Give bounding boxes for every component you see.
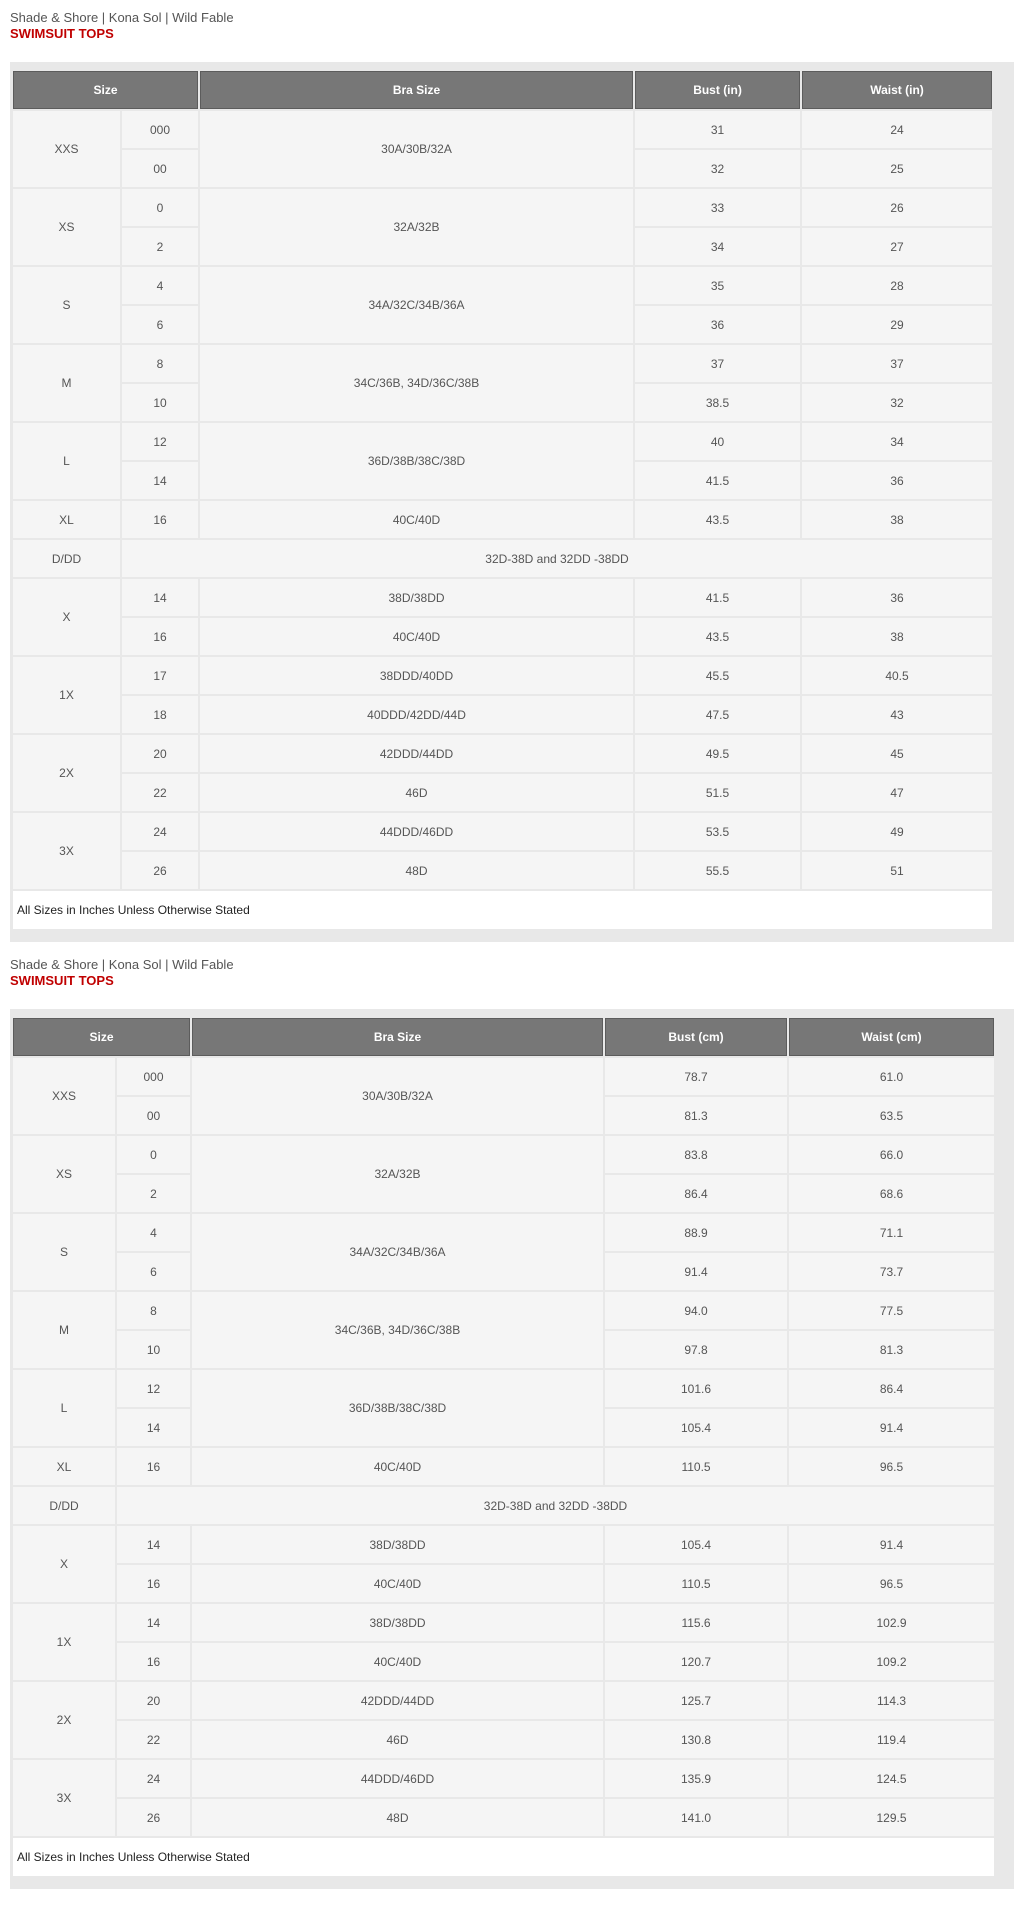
- bust-cell: 101.6: [605, 1370, 787, 1407]
- waist-cell: 28: [802, 267, 992, 304]
- numeric-size-cell: 14: [122, 462, 198, 499]
- bra-size-cell: 42DDD/44DD: [192, 1682, 603, 1719]
- bra-size-cell: 40DDD/42DD/44D: [200, 696, 633, 733]
- size-label-cell: X: [13, 579, 120, 655]
- size-label-cell: XS: [13, 1136, 115, 1212]
- waist-cell: 129.5: [789, 1799, 994, 1836]
- bra-size-cell: 40C/40D: [200, 501, 633, 538]
- numeric-size-cell: 4: [122, 267, 198, 304]
- waist-cell: 114.3: [789, 1682, 994, 1719]
- column-header-bust: Bust (in): [635, 71, 800, 109]
- bust-cell: 141.0: [605, 1799, 787, 1836]
- numeric-size-cell: 20: [122, 735, 198, 772]
- size-label-cell: 2X: [13, 735, 120, 811]
- bra-size-cell: 30A/30B/32A: [200, 111, 633, 187]
- waist-cell: 73.7: [789, 1253, 994, 1290]
- full-width-note-cell: 32D-38D and 32DD -38DD: [117, 1487, 994, 1524]
- table-row: [13, 1214, 994, 1251]
- bust-cell: 49.5: [635, 735, 800, 772]
- bust-cell: 135.9: [605, 1760, 787, 1797]
- waist-cell: 91.4: [789, 1409, 994, 1446]
- waist-cell: 24: [802, 111, 992, 148]
- numeric-size-cell: 14: [122, 579, 198, 616]
- bra-size-cell: 42DDD/44DD: [200, 735, 633, 772]
- table-row: [13, 1526, 994, 1563]
- bust-cell: 88.9: [605, 1214, 787, 1251]
- numeric-size-cell: 16: [117, 1565, 190, 1602]
- numeric-size-cell: 16: [117, 1448, 190, 1485]
- waist-cell: 81.3: [789, 1331, 994, 1368]
- bra-size-cell: 38DDD/40DD: [200, 657, 633, 694]
- size-label-cell: X: [13, 1526, 115, 1602]
- table-row: [13, 1370, 994, 1407]
- waist-cell: 119.4: [789, 1721, 994, 1758]
- bra-size-cell: 44DDD/46DD: [192, 1760, 603, 1797]
- bust-cell: 40: [635, 423, 800, 460]
- bust-cell: 41.5: [635, 462, 800, 499]
- numeric-size-cell: 18: [122, 696, 198, 733]
- waist-cell: 77.5: [789, 1292, 994, 1329]
- bust-cell: 110.5: [605, 1565, 787, 1602]
- numeric-size-cell: 12: [122, 423, 198, 460]
- numeric-size-cell: 16: [117, 1643, 190, 1680]
- bust-cell: 45.5: [635, 657, 800, 694]
- bust-cell: 36: [635, 306, 800, 343]
- waist-cell: 38: [802, 501, 992, 538]
- waist-cell: 68.6: [789, 1175, 994, 1212]
- bra-size-cell: 46D: [200, 774, 633, 811]
- size-table: [11, 69, 994, 931]
- bust-cell: 31: [635, 111, 800, 148]
- bust-cell: 51.5: [635, 774, 800, 811]
- table-row: [13, 1604, 994, 1641]
- bra-size-cell: 40C/40D: [192, 1565, 603, 1602]
- waist-cell: 96.5: [789, 1565, 994, 1602]
- units-note: All Sizes in Inches Unless Otherwise Stated: [13, 1838, 994, 1876]
- size-label-cell: 3X: [13, 813, 120, 889]
- bra-size-cell: 38D/38DD: [200, 579, 633, 616]
- waist-cell: 66.0: [789, 1136, 994, 1173]
- size-label-cell: XL: [13, 1448, 115, 1485]
- units-note: All Sizes in Inches Unless Otherwise Stated: [13, 891, 992, 929]
- waist-cell: 40.5: [802, 657, 992, 694]
- numeric-size-cell: 12: [117, 1370, 190, 1407]
- table-row: [13, 1292, 994, 1329]
- size-label-cell: S: [13, 1214, 115, 1290]
- numeric-size-cell: 16: [122, 501, 198, 538]
- bra-size-cell: 36D/38B/38C/38D: [192, 1370, 603, 1446]
- table-row: [13, 1799, 994, 1836]
- numeric-size-cell: 8: [117, 1292, 190, 1329]
- bust-cell: 83.8: [605, 1136, 787, 1173]
- numeric-size-cell: 00: [117, 1097, 190, 1134]
- waist-cell: 71.1: [789, 1214, 994, 1251]
- table-row: [13, 696, 992, 733]
- bust-cell: 38.5: [635, 384, 800, 421]
- bust-cell: 120.7: [605, 1643, 787, 1680]
- table-row: [13, 1058, 994, 1095]
- table-row: [13, 501, 992, 538]
- column-header-bra-size: Bra Size: [200, 71, 633, 109]
- waist-cell: 38: [802, 618, 992, 655]
- size-label-cell: XL: [13, 501, 120, 538]
- table-row: [13, 540, 992, 577]
- table-row: [13, 1565, 994, 1602]
- chart-heading: SWIMSUIT TOPS: [10, 973, 114, 988]
- numeric-size-cell: 0: [122, 189, 198, 226]
- column-header-waist: Waist (in): [802, 71, 992, 109]
- bust-cell: 115.6: [605, 1604, 787, 1641]
- waist-cell: 34: [802, 423, 992, 460]
- bust-cell: 37: [635, 345, 800, 382]
- bust-cell: 86.4: [605, 1175, 787, 1212]
- bust-cell: 97.8: [605, 1331, 787, 1368]
- waist-cell: 96.5: [789, 1448, 994, 1485]
- numeric-size-cell: 22: [122, 774, 198, 811]
- size-label-cell: D/DD: [13, 540, 120, 577]
- table-row: [13, 1721, 994, 1758]
- waist-cell: 25: [802, 150, 992, 187]
- column-header-size: Size: [13, 1018, 190, 1056]
- bust-cell: 94.0: [605, 1292, 787, 1329]
- numeric-size-cell: 22: [117, 1721, 190, 1758]
- brand-line: Shade & Shore | Kona Sol | Wild Fable: [10, 10, 234, 25]
- numeric-size-cell: 10: [117, 1331, 190, 1368]
- chart-heading: SWIMSUIT TOPS: [10, 26, 114, 41]
- column-header-size: Size: [13, 71, 198, 109]
- table-row: [13, 774, 992, 811]
- numeric-size-cell: 20: [117, 1682, 190, 1719]
- table-row: [13, 189, 992, 226]
- numeric-size-cell: 0: [117, 1136, 190, 1173]
- waist-cell: 61.0: [789, 1058, 994, 1095]
- bust-cell: 130.8: [605, 1721, 787, 1758]
- bra-size-cell: 38D/38DD: [192, 1526, 603, 1563]
- table-header-row: [13, 1018, 994, 1056]
- bust-cell: 81.3: [605, 1097, 787, 1134]
- table-row: [13, 1760, 994, 1797]
- numeric-size-cell: 14: [117, 1526, 190, 1563]
- bra-size-cell: 34A/32C/34B/36A: [192, 1214, 603, 1290]
- waist-cell: 47: [802, 774, 992, 811]
- size-label-cell: L: [13, 1370, 115, 1446]
- table-row: [13, 1487, 994, 1524]
- size-label-cell: 1X: [13, 1604, 115, 1680]
- table-row: [13, 618, 992, 655]
- bra-size-cell: 44DDD/46DD: [200, 813, 633, 850]
- numeric-size-cell: 4: [117, 1214, 190, 1251]
- waist-cell: 49: [802, 813, 992, 850]
- numeric-size-cell: 8: [122, 345, 198, 382]
- table-footer-row: [13, 891, 992, 929]
- table-row: [13, 1682, 994, 1719]
- waist-cell: 29: [802, 306, 992, 343]
- numeric-size-cell: 000: [122, 111, 198, 148]
- waist-cell: 37: [802, 345, 992, 382]
- numeric-size-cell: 14: [117, 1409, 190, 1446]
- bra-size-cell: 48D: [192, 1799, 603, 1836]
- table-row: [13, 345, 992, 382]
- table-row: [13, 579, 992, 616]
- table-header-row: [13, 71, 992, 109]
- size-label-cell: S: [13, 267, 120, 343]
- waist-cell: 32: [802, 384, 992, 421]
- waist-cell: 102.9: [789, 1604, 994, 1641]
- waist-cell: 109.2: [789, 1643, 994, 1680]
- bust-cell: 43.5: [635, 501, 800, 538]
- waist-cell: 36: [802, 462, 992, 499]
- waist-cell: 27: [802, 228, 992, 265]
- bust-cell: 125.7: [605, 1682, 787, 1719]
- bust-cell: 105.4: [605, 1409, 787, 1446]
- size-label-cell: M: [13, 345, 120, 421]
- waist-cell: 63.5: [789, 1097, 994, 1134]
- table-row: [13, 111, 992, 148]
- waist-cell: 124.5: [789, 1760, 994, 1797]
- table-row: [13, 657, 992, 694]
- column-header-bust: Bust (cm): [605, 1018, 787, 1056]
- size-label-cell: 3X: [13, 1760, 115, 1836]
- numeric-size-cell: 2: [122, 228, 198, 265]
- bust-cell: 91.4: [605, 1253, 787, 1290]
- bust-cell: 43.5: [635, 618, 800, 655]
- bust-cell: 53.5: [635, 813, 800, 850]
- numeric-size-cell: 24: [122, 813, 198, 850]
- size-label-cell: XXS: [13, 1058, 115, 1134]
- table-row: [13, 1643, 994, 1680]
- bra-size-cell: 40C/40D: [200, 618, 633, 655]
- bra-size-cell: 36D/38B/38C/38D: [200, 423, 633, 499]
- waist-cell: 51: [802, 852, 992, 889]
- size-label-cell: XXS: [13, 111, 120, 187]
- bra-size-cell: 46D: [192, 1721, 603, 1758]
- size-label-cell: M: [13, 1292, 115, 1368]
- waist-cell: 91.4: [789, 1526, 994, 1563]
- numeric-size-cell: 26: [122, 852, 198, 889]
- brand-line: Shade & Shore | Kona Sol | Wild Fable: [10, 957, 234, 972]
- bra-size-cell: 40C/40D: [192, 1448, 603, 1485]
- table-row: [13, 423, 992, 460]
- numeric-size-cell: 26: [117, 1799, 190, 1836]
- bust-cell: 32: [635, 150, 800, 187]
- size-label-cell: 2X: [13, 1682, 115, 1758]
- full-width-note-cell: 32D-38D and 32DD -38DD: [122, 540, 992, 577]
- numeric-size-cell: 10: [122, 384, 198, 421]
- numeric-size-cell: 14: [117, 1604, 190, 1641]
- numeric-size-cell: 6: [122, 306, 198, 343]
- bust-cell: 55.5: [635, 852, 800, 889]
- numeric-size-cell: 17: [122, 657, 198, 694]
- bra-size-cell: 34C/36B, 34D/36C/38B: [200, 345, 633, 421]
- size-label-cell: XS: [13, 189, 120, 265]
- table-footer-row: [13, 1838, 994, 1876]
- bra-size-cell: 32A/32B: [200, 189, 633, 265]
- numeric-size-cell: 2: [117, 1175, 190, 1212]
- table-row: [13, 813, 992, 850]
- size-table: [11, 1016, 996, 1878]
- bust-cell: 34: [635, 228, 800, 265]
- size-label-cell: L: [13, 423, 120, 499]
- bust-cell: 33: [635, 189, 800, 226]
- table-row: [13, 1448, 994, 1485]
- bra-size-cell: 40C/40D: [192, 1643, 603, 1680]
- column-header-waist: Waist (cm): [789, 1018, 994, 1056]
- bra-size-cell: 34C/36B, 34D/36C/38B: [192, 1292, 603, 1368]
- bra-size-cell: 30A/30B/32A: [192, 1058, 603, 1134]
- bra-size-cell: 38D/38DD: [192, 1604, 603, 1641]
- waist-cell: 36: [802, 579, 992, 616]
- bust-cell: 47.5: [635, 696, 800, 733]
- bust-cell: 110.5: [605, 1448, 787, 1485]
- bust-cell: 78.7: [605, 1058, 787, 1095]
- bust-cell: 105.4: [605, 1526, 787, 1563]
- numeric-size-cell: 16: [122, 618, 198, 655]
- table-row: [13, 735, 992, 772]
- size-label-cell: D/DD: [13, 1487, 115, 1524]
- table-row: [13, 852, 992, 889]
- size-label-cell: 1X: [13, 657, 120, 733]
- bust-cell: 41.5: [635, 579, 800, 616]
- waist-cell: 26: [802, 189, 992, 226]
- waist-cell: 86.4: [789, 1370, 994, 1407]
- numeric-size-cell: 6: [117, 1253, 190, 1290]
- bra-size-cell: 48D: [200, 852, 633, 889]
- table-row: [13, 267, 992, 304]
- numeric-size-cell: 00: [122, 150, 198, 187]
- numeric-size-cell: 000: [117, 1058, 190, 1095]
- bra-size-cell: 34A/32C/34B/36A: [200, 267, 633, 343]
- column-header-bra-size: Bra Size: [192, 1018, 603, 1056]
- waist-cell: 45: [802, 735, 992, 772]
- bust-cell: 35: [635, 267, 800, 304]
- waist-cell: 43: [802, 696, 992, 733]
- numeric-size-cell: 24: [117, 1760, 190, 1797]
- bra-size-cell: 32A/32B: [192, 1136, 603, 1212]
- table-row: [13, 1136, 994, 1173]
